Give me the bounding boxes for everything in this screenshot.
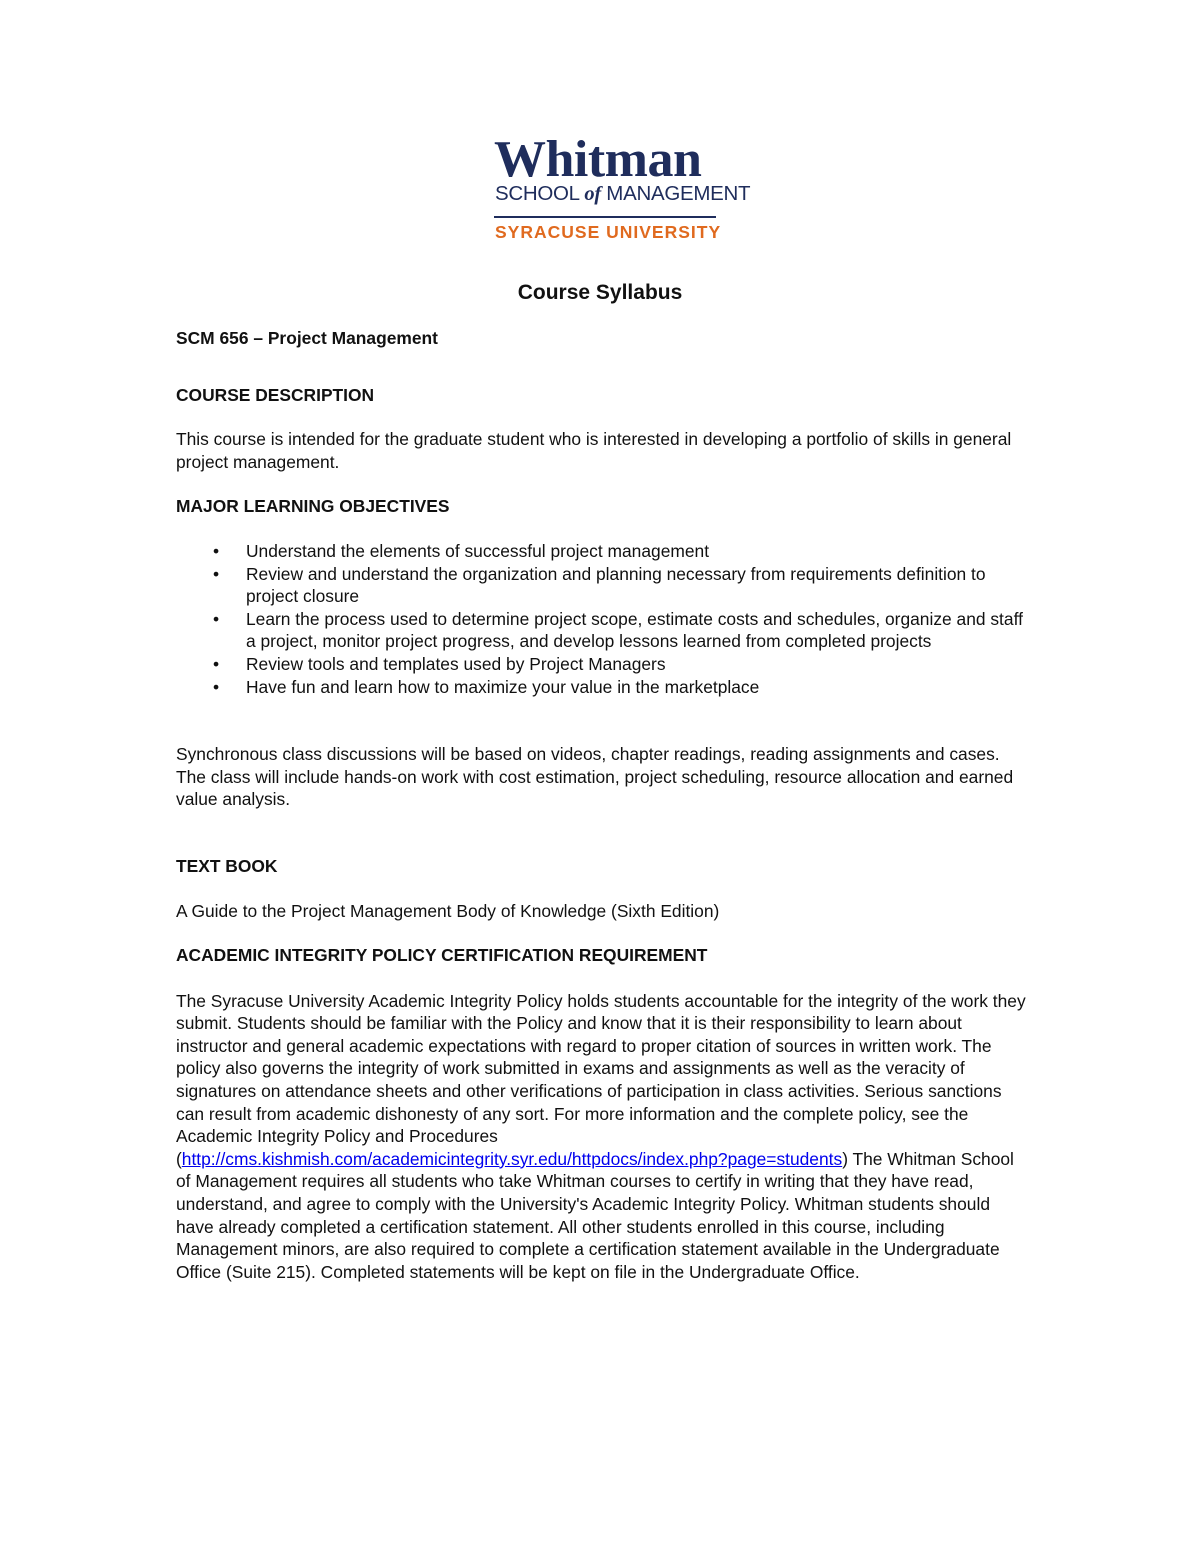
- synchronous-discussion-text: Synchronous class discussions will be based on videos, chapter readings, reading assignments and cases. The class will include hands-on work with cost estimation, project scheduling, resource allocation and earned value analysis.: [176, 744, 1014, 810]
- objective-text: Understand the elements of successful project management: [246, 540, 710, 561]
- syllabus-body: [176, 327, 1026, 1283]
- integrity-open-paren: (: [176, 1148, 182, 1169]
- integrity-heading: ACADEMIC INTEGRITY POLICY CERTIFICATION REQUIREMENT: [176, 945, 708, 966]
- objective-text: Learn the process used to determine project scope, estimate costs and schedules, organize and staff a project, monitor project progress, and develop lessons learned from completed projects: [246, 608, 1023, 652]
- list-item: [176, 608, 1026, 653]
- integrity-text-before: The Syracuse University Academic Integrity Policy holds students accountable for the integrity of the work they submit. Students should be familiar with the Policy and know that it is their responsibility to learn about instructor and general academic expectations with regard to proper citation of sources in written work. The policy also governs the integrity of work submitted in exams and assignments as well as the veracity of signatures on attendance sheets and other verifications of participation in class activities. Serious sanctions can result from academic dishonesty of any sort. For more information and the complete policy, see the Academic Integrity Policy and Procedures: [176, 990, 1026, 1147]
- integrity-text: [176, 990, 1026, 1284]
- course-description-heading: COURSE DESCRIPTION: [176, 384, 375, 405]
- list-item: [176, 676, 1026, 699]
- list-item: [176, 540, 1026, 563]
- course-code: SCM 656 – Project Management: [176, 328, 438, 348]
- objectives-heading: MAJOR LEARNING OBJECTIVES: [176, 496, 450, 517]
- objectives-list: [176, 540, 1026, 698]
- objective-text: Review tools and templates used by Project Managers: [246, 653, 666, 674]
- logo-university: SYRACUSE UNIVERSITY: [495, 222, 722, 242]
- logo-school-suffix: MANAGEMENT: [600, 182, 751, 205]
- logo-school-of: of: [584, 183, 601, 205]
- logo-school-prefix: SCHOOL: [495, 182, 585, 205]
- objective-text: Have fun and learn how to maximize your value in the marketplace: [246, 676, 760, 697]
- bullet-icon: •: [213, 608, 220, 629]
- logo-school-line: [495, 182, 750, 206]
- textbook-heading: TEXT BOOK: [176, 855, 278, 876]
- bullet-icon: •: [213, 653, 220, 674]
- bullet-icon: •: [213, 563, 220, 584]
- list-item: [176, 563, 1026, 608]
- course-description-text: This course is intended for the graduate student who is interested in developing a portfolio of skills in general project management.: [176, 429, 1012, 472]
- logo-wordmark: Whitman: [494, 131, 702, 188]
- integrity-text-after: ) The Whitman School of Management requires all students who take Whitman courses to certify in writing that they have read, understand, and agree to comply with the University's Academic Integrity Policy. Whitman students should have already completed a certification statement. All other students enrolled in this course, including Management minors, are also required to complete a certification statement available in the Undergraduate Office (Suite 215). Completed statements will be kept on file in the Undergraduate Office.: [176, 1148, 1014, 1282]
- bullet-icon: •: [213, 676, 220, 697]
- integrity-policy-link[interactable]: http://cms.kishmish.com/academicintegrity.syr.edu/httpdocs/index.php?page=students: [181, 1148, 843, 1169]
- logo-divider: [494, 216, 716, 218]
- whitman-logo: [494, 131, 751, 244]
- textbook-text: A Guide to the Project Management Body of Knowledge (Sixth Edition): [176, 900, 720, 921]
- page-title: Course Syllabus: [517, 281, 683, 304]
- list-item: [176, 653, 1026, 676]
- bullet-icon: •: [213, 540, 220, 561]
- objective-text: Review and understand the organization and planning necessary from requirements definition to project closure: [246, 563, 986, 607]
